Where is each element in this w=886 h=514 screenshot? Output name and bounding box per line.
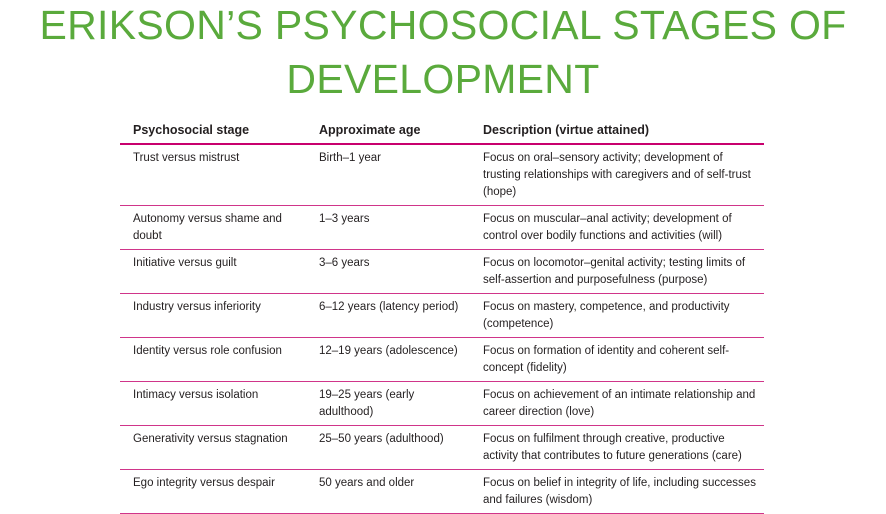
stage-cell: Autonomy versus shame and doubt bbox=[120, 206, 306, 250]
stage-cell: Trust versus mistrust bbox=[120, 144, 306, 206]
header-approximate-age: Approximate age bbox=[306, 119, 470, 144]
header-psychosocial-stage: Psychosocial stage bbox=[120, 119, 306, 144]
table-row bbox=[120, 250, 764, 294]
age-cell: 3–6 years bbox=[306, 250, 470, 294]
stage-cell: Initiative versus guilt bbox=[120, 250, 306, 294]
age-cell: 19–25 years (early adulthood) bbox=[306, 382, 470, 426]
stage-cell: Intimacy versus isolation bbox=[120, 382, 306, 426]
age-cell: 6–12 years (latency period) bbox=[306, 294, 470, 338]
description-cell: Focus on fulfilment through creative, productive activity that contributes to future generations (care) bbox=[470, 426, 764, 470]
age-cell: 50 years and older bbox=[306, 470, 470, 514]
description-cell: Focus on oral–sensory activity; development of trusting relationships with caregivers and of self-trust (hope) bbox=[470, 144, 764, 206]
stage-cell: Ego integrity versus despair bbox=[120, 470, 306, 514]
description-cell: Focus on formation of identity and coherent self-concept (fidelity) bbox=[470, 338, 764, 382]
table-row bbox=[120, 206, 764, 250]
table-row bbox=[120, 144, 764, 206]
stage-cell: Identity versus role confusion bbox=[120, 338, 306, 382]
age-cell: Birth–1 year bbox=[306, 144, 470, 206]
description-cell: Focus on locomotor–genital activity; testing limits of self-assertion and purposefulness (purpose) bbox=[470, 250, 764, 294]
description-cell: Focus on muscular–anal activity; development of control over bodily functions and activities (will) bbox=[470, 206, 764, 250]
slide-title bbox=[0, 0, 886, 104]
age-cell: 1–3 years bbox=[306, 206, 470, 250]
age-cell: 25–50 years (adulthood) bbox=[306, 426, 470, 470]
stages-table bbox=[120, 119, 764, 514]
description-cell: Focus on belief in integrity of life, including successes and failures (wisdom) bbox=[470, 470, 764, 514]
description-cell: Focus on mastery, competence, and productivity (competence) bbox=[470, 294, 764, 338]
age-cell: 12–19 years (adolescence) bbox=[306, 338, 470, 382]
table-header-row bbox=[120, 119, 764, 144]
stage-cell: Industry versus inferiority bbox=[120, 294, 306, 338]
table-row bbox=[120, 470, 764, 514]
header-description: Description (virtue attained) bbox=[470, 119, 764, 144]
table-row bbox=[120, 294, 764, 338]
description-cell: Focus on achievement of an intimate relationship and career direction (love) bbox=[470, 382, 764, 426]
table-row bbox=[120, 382, 764, 426]
stage-cell: Generativity versus stagnation bbox=[120, 426, 306, 470]
title-line-1: ERIKSON’S PSYCHOSOCIAL STAGES OF bbox=[39, 2, 847, 48]
table-row bbox=[120, 338, 764, 382]
table-row bbox=[120, 426, 764, 470]
title-line-2: DEVELOPMENT bbox=[286, 56, 600, 102]
